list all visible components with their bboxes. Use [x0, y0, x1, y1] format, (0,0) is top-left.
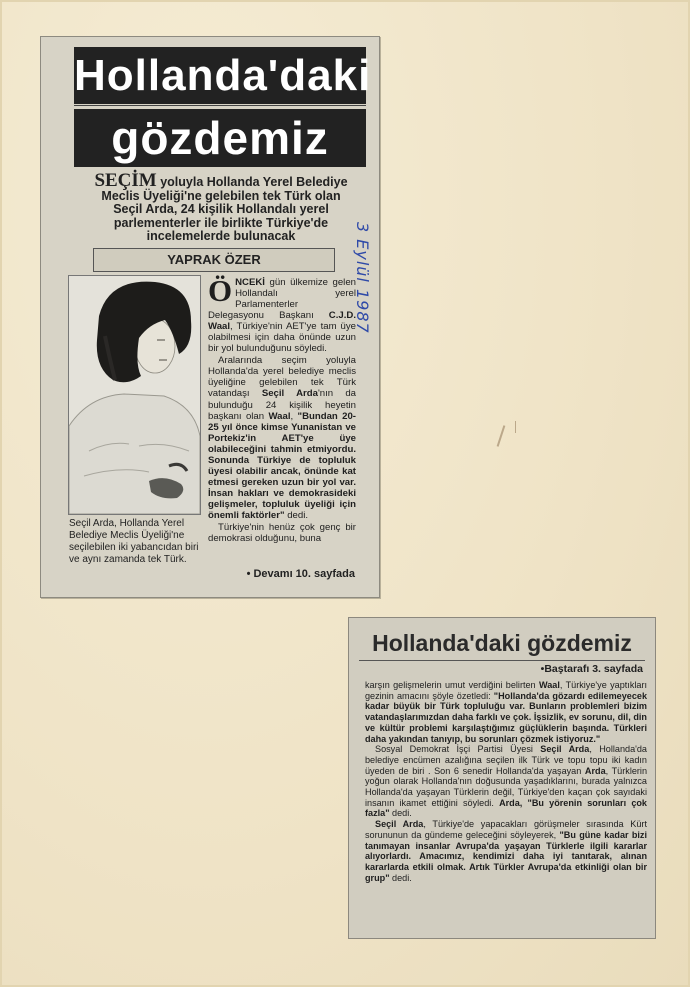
headline-line-1: Hollanda'daki	[74, 47, 366, 104]
pen-mark	[515, 421, 516, 433]
paragraph	[208, 273, 356, 355]
paragraph	[208, 355, 356, 521]
drop-cap: Ö	[208, 273, 233, 308]
intro-dropcap: SEÇİM	[94, 170, 157, 191]
divider	[74, 105, 366, 106]
paragraph	[365, 680, 647, 744]
text-run: Waal	[268, 410, 291, 422]
paragraph	[365, 744, 647, 819]
text-run: karşın gelişmelerin umut verdiğini belirten	[365, 680, 539, 690]
text-run: Türkiye'nin henüz çok genç bir demokrasi olduğunu, buna	[208, 522, 356, 545]
paragraph	[208, 522, 356, 544]
text-run: Sosyal Demokrat İşçi Partisi Üyesi	[375, 744, 541, 755]
portrait-photo	[68, 275, 201, 515]
text-run: Seçil Arda	[540, 744, 590, 755]
text-run: , Hollanda'da belediye encümen azalığına seçilen ilk Türk ve topu topu iki kadın üyeden de biri . Son 6 senedir Hollanda'da yaşayan	[365, 744, 647, 776]
text-run: Seçil Arda	[261, 388, 318, 400]
text-run: dedi.	[389, 808, 412, 819]
text-run: , Türkiye'nin AET'ye tam üye olabilmesi için daha önünde uzun bir yol bulunduğunu söyledi.	[208, 321, 356, 355]
continuation-body	[365, 680, 647, 883]
continued-from-note: •Baştarafı 3. sayfada	[540, 663, 643, 675]
quote: Arda, "Bu yörenin sorunları çok fazla"	[365, 797, 647, 819]
photo-caption: Seçil Arda, Hollanda Yerel Belediye Meclis Üyeliği'ne seçilebilen iki yabancıdan biri ve aynı zamanda tek Türk.	[69, 518, 199, 565]
newspaper-clipping-continuation	[348, 617, 656, 939]
quote: "Bu güne kadar bizi tanımayan insanlar Avrupa'da yaşayan Türklerle ilgili kararlar alıyorlardı. Amacımız, kendimizi daha iyi tanıtarak, alınan kararlarda etkili olmak. Artık Türkler Avrupa'da etkinliği olan bir grup"	[365, 829, 647, 883]
newspaper-clipping-main	[40, 36, 380, 598]
portrait-image	[69, 276, 200, 514]
text-run: C.J.D. Waal	[208, 310, 356, 333]
text-run: Seçil Arda	[375, 819, 424, 830]
text-run: ,	[290, 410, 298, 422]
intro-text: yoluyla Hollanda Yerel Belediye Meclis Üyeliği'ne gelebilen tek Türk olan Seçil Arda, 24 kişilik Hollandalı yerel parlementerler ile birlikte Türkiye'de incelemelerde bulunacak	[101, 175, 348, 244]
quote: "Bundan 20-25 yıl önce kimse Yunanistan ve Portekiz'in AET'ye üye olabileceğini tahmin etmiyordu. Sonunda Türkiye de topluluk üyesi olabilir ancak, önünde kat etmesi gereken uzun bir yol var. İnsan hakları ve demokrasideki gelişmeler, topluluk üyeliği için önemli faktörler"	[208, 410, 356, 521]
byline: YAPRAK ÖZER	[93, 248, 335, 272]
intro-deck	[86, 170, 356, 244]
text-run: Arda	[584, 765, 606, 776]
text-run: Aralarında seçim yoluyla Hollanda'da yerel belediye meclis üyeliğine gelebilen tek Türk vatandaşı	[208, 355, 356, 400]
continuation-headline: Hollanda'daki gözdemiz	[372, 630, 632, 656]
headline-line-2: gözdemiz	[74, 109, 366, 167]
text-run: , Türkiye'de yapacakları görüşmeler sırasında Kürt sorununun da gündeme geleceğini söyleyerek,	[365, 819, 647, 840]
paragraph	[365, 819, 647, 883]
quote: "Hollanda'da gözardı edilemeyecek kadar büyük bir Türk topluluğu var. Bunların problemleri bizim vatandaşlarımızdan daha farklı ve çok. İşsizlik, ev sorunu, dil, din ve kültür problemi karşılaştığımız güçlüklerin başında. Türkleri daha yakından tanıyıp, bu sorunları çözmek istiyoruz."	[365, 690, 648, 744]
text-run: , Türkiye'ye yaptıkları gezinin amacını şöyle özetledi:	[365, 680, 647, 701]
text-run: gün ülkemize gelen Hollandalı yerel Parlamenterler Delegasyonu Başkanı	[208, 277, 356, 322]
divider	[359, 660, 645, 661]
text-run: Waal	[538, 680, 560, 690]
text-run: dedi.	[284, 509, 309, 521]
handwritten-date: 3 Eylül 1987	[353, 222, 372, 334]
article-body	[208, 273, 356, 545]
text-run: NCEKİ	[235, 277, 265, 288]
pen-mark	[497, 425, 506, 447]
continued-note: • Devamı 10. sayfada	[246, 568, 355, 580]
text-run: 'nın da bulunduğu 24 kişilik heyetin başkanı olan	[208, 388, 356, 422]
text-run: , Türklerin yoğun olarak Hollanda'nın doğusunda yaşadıklarını, burada yalnızca Hollanda'da yaşayan Türklerin değil, Türkiye'den kaçan çok sayıdaki insanın ikamet ettiğini söyledi.	[365, 765, 647, 808]
text-run: dedi.	[389, 872, 412, 883]
